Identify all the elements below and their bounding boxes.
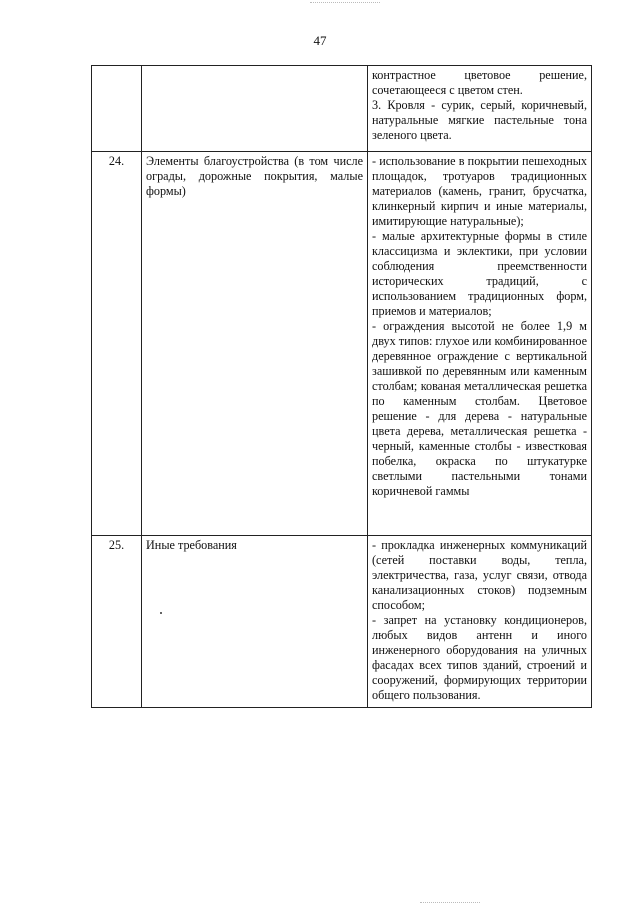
requirements-cell (368, 66, 592, 152)
element-name: Элементы благоустройства (в том числе ограды, дорожные покрытия, малые формы) (142, 152, 368, 536)
table-row (92, 152, 592, 536)
row-number (92, 66, 142, 152)
requirement-paragraph: 3. Кровля - сурик, серый, коричневый, натуральные мягкие пастельные тона зеленого цвета. (372, 98, 587, 142)
requirement-paragraph: - использование в покрытии пешеходных площадок, тротуаров традиционных материалов (камень, гранит, брусчатка, клинкерный кирпич и иные материалы, имитирующие натуральные); (372, 154, 587, 228)
row-number: 25. (92, 536, 142, 708)
scan-artifact-top (310, 2, 380, 4)
requirements-cell (368, 152, 592, 536)
row-number: 24. (92, 152, 142, 536)
table-row (92, 66, 592, 152)
element-name (142, 66, 368, 152)
stray-dot-mark (160, 612, 162, 614)
scan-artifact-bottom (420, 902, 480, 904)
page-number: 47 (313, 33, 327, 48)
requirement-paragraph: контрастное цветовое решение, сочетающееся с цветом стен. (372, 68, 587, 97)
requirements-table (91, 65, 592, 708)
element-name: Иные требования (142, 536, 368, 708)
requirement-paragraph: - прокладка инженерных коммуникаций (сетей поставки воды, тепла, электричества, газа, услуг связи, отвода канализационных стоков) подземным способом; (372, 538, 587, 612)
requirements-cell (368, 536, 592, 708)
requirement-paragraph: - малые архитектурные формы в стиле классицизма и эклектики, при условии соблюдения преемственности исторических традиций, с использованием традиционных форм, приемов и материалов; (372, 229, 587, 318)
table-row (92, 536, 592, 708)
requirement-paragraph: - ограждения высотой не более 1,9 м двух типов: глухое или комбинированное деревянное ограждение с вертикальной зашивкой по деревянным или каменным столбам; кованая металлическая решетка по каменным столбам. Цветовое решение - для дерева - натуральные цвета дерева, металлическая решетка - черный, каменные столбы - известковая побелка, окраска по штукатурке светлыми пастельными тонами коричневой гаммы (372, 319, 588, 498)
requirement-paragraph: - запрет на установку кондиционеров, любых видов антенн и иного инженерного оборудования на уличных фасадах всех типов зданий, строений и сооружений, формирующих территории общего пользования. (372, 613, 587, 702)
